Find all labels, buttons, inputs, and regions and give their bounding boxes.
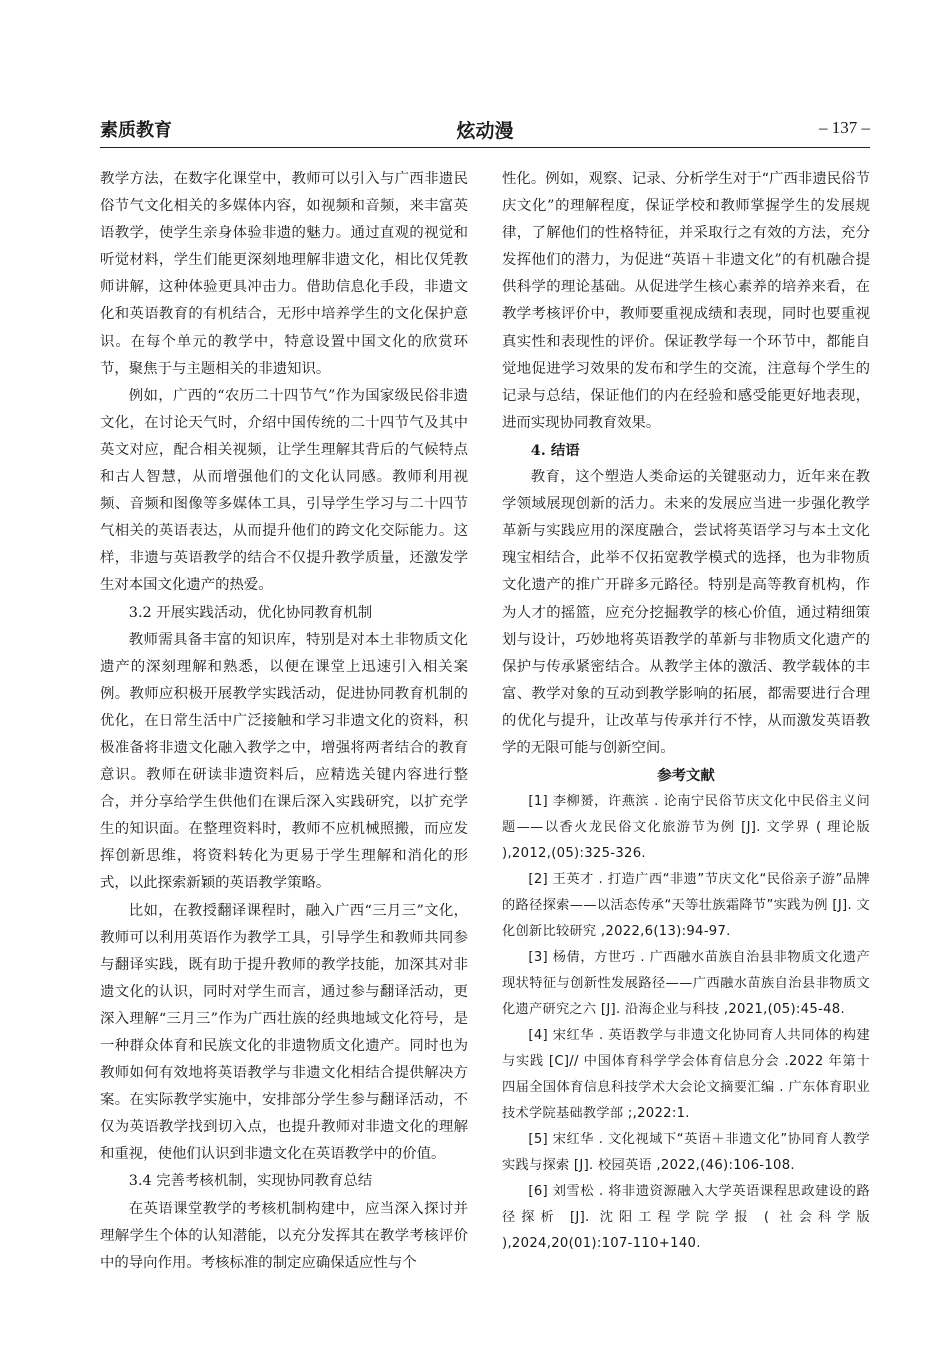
paragraph: 教学方法，在数字化课堂中，教师可以引入与广西非遗民俗节气文化相关的多媒体内容，如视频和音频，来丰富英语教学，使学生亲身体验非遗的魅力。通过直观的视觉和听觉材料，学生们能更深刻地理解非遗文化，相比仅凭教师讲解，这种体验更具冲击力。借助信息化手段，非遗文化和英语教育的有机结合，无形中培养学生的文化保护意识。在每个单元的教学中，特意设置中国文化的欣赏环节，聚焦于与主题相关的非遗知识。 [100,171,468,377]
paragraph: 教育，这个塑造人类命运的关键驱动力，近年来在教学领域展现创新的活力。未来的发展应当进一步强化教学革新与实践应用的深度融合，尝试将英语学习与本土文化瑰宝相结合，此举不仅拓宽教学模式的选择，也为非物质文化遗产的推广开辟多元路径。特别是高等教育机构，作为人才的摇篮，应充分挖掘教学的核心价值，通过精细策划与设计，巧妙地将英语教学的革新与非物质文化遗产的保护与传承紧密结合。从教学主体的激活、教学载体的丰富、教学对象的互动到教学影响的拓展，都需要进行合理的优化与提升，让改革与传承并行不悖，从而激发英语教学的无限可能与创新空间。 [502,469,870,756]
section-heading-3-4: 3.4 完善考核机制，实现协同教育总结 [128,1173,373,1190]
paragraph: 在英语课堂教学的考核机制构建中，应当深入探讨并理解学生个体的认知潜能，以充分发挥其在教学考核评价中的导向作用。考核标准的制定应确保适应性与个 [100,1200,468,1271]
references-title: 参考文献 [657,767,715,785]
left-column [100,166,468,1277]
paragraph: 例如，广西的“农历二十四节气”作为国家级民俗非遗文化，在讨论天气时，介绍中国传统的二十四节气及其中英文对应，配合相关视频，让学生理解其背后的气候特点和古人智慧，从而增强他们的文化认同感。教师利用视频、音频和图像等多媒体工具，引导学生学习与二十四节气相关的英语表达，从而提升他们的跨文化交际能力。这样，非遗与英语教学的结合不仅提升教学质量，还激发学生对本国文化遗产的热爱。 [100,387,468,594]
section-heading-3-2: 3.2 开展实践活动，优化协同教育机制 [128,604,373,621]
reference-item: [4] 宋红华 . 英语教学与非遗文化协同育人共同体的构建与实践 [C]// 中国体育科学学会体育信息分会 .2022 年第十四届全国体育信息科技学术大会论文摘要汇编 . 广东体育职业技术学院基础教学部 ;,2022:1. [502,1028,870,1122]
header-rule [100,147,870,148]
reference-item: [1] 李柳赟，许燕滨 . 论南宁民俗节庆文化中民俗主义问题——以香火龙民俗文化旅游节为例 [J]. 文学界 ( 理论版 ),2012,(05):325-326. [502,794,870,862]
page-header [100,116,870,146]
paragraph: 性化。例如，观察、记录、分析学生对于“广西非遗民俗节庆文化”的理解程度，保证学校和教师掌握学生的发展规律，了解他们的性格特征，并采取行之有效的方法，充分发挥他们的潜力，为促进“英语＋非遗文化”的有机融合提供科学的理论基础。从促进学生核心素养的培养来看，在教学考核评价中，教师要重视成绩和表现，同时也要重视真实性和表现性的评价。保证教学每一个环节中，都能自觉地促进学习效果的发布和学生的交流，注意每个学生的记录与总结，保证他们的内在经验和感受能更好地表现，进而实现协同教育效果。 [502,171,870,431]
section-heading-4: 4. 结语 [530,441,580,459]
page-number: – 137 – [819,118,870,137]
reference-item: [2] 王英才 . 打造广西“非遗”节庆文化“民俗亲子游”品牌的路径探索——以活态传承“天等壮族霜降节”实践为例 [J]. 文化创新比较研究 ,2022,6(13):94-97. [502,872,870,940]
section-title: 素质教育 [100,120,172,141]
reference-list [502,789,870,1257]
right-column [502,166,870,1257]
paragraph: 比如，在教授翻译课程时，融入广西“三月三”文化，教师可以利用英语作为教学工具，引导学生和教师共同参与翻译实践，既有助于提升教师的教学技能，加深其对非遗文化的认识，同时对学生而言，通过参与翻译活动，更深入理解“三月三”作为广西壮族的经典地域文化符号，是一种群众体育和民族文化的非遗物质文化遗产。同时也为教师如何有效地将英语教学与非遗文化相结合提供解决方案。在实际教学实施中，安排部分学生参与翻译活动，不仅为英语教学找到切入点，也提升教师对非遗文化的理解和重视，使他们认识到非遗文化在英语教学中的价值。 [100,902,468,1163]
reference-item: [3] 杨倩，方世巧 . 广西融水苗族自治县非物质文化遗产现状特征与创新性发展路径——广西融水苗族自治县非物质文化遗产研究之六 [J]. 沿海企业与科技 ,2021,(05):45-48. [502,950,870,1018]
reference-item: [6] 刘雪松 . 将非遗资源融入大学英语课程思政建设的路径探析 [J]. 沈阳工程学院学报 ( 社会科学版 ),2024,20(01):107-110+140. [502,1184,870,1252]
journal-title: 炫动漫 [456,120,514,142]
paragraph: 教师需具备丰富的知识库，特别是对本土非物质文化遗产的深刻理解和熟悉，以便在课堂上迅速引入相关案例。教师应积极开展教学实践活动，促进协同教育机制的优化，在日常生活中广泛接触和学习非遗文化的资料，积极准备将非遗文化融入教学之中，增强将两者结合的教育意识。教师在研读非遗资料后，应精选关键内容进行整合，并分享给学生供他们在课后深入实践研究，以扩充学生的知识面。在整理资料时，教师不应机械照搬，而应发挥创新思维，将资料转化为更易于学生理解和消化的形式，以此探索新颖的英语教学策略。 [100,631,468,892]
reference-item: [5] 宋红华 . 文化视域下“英语＋非遗文化”协同育人教学实践与探索 [J]. 校园英语 ,2022,(46):106-108. [502,1132,870,1174]
